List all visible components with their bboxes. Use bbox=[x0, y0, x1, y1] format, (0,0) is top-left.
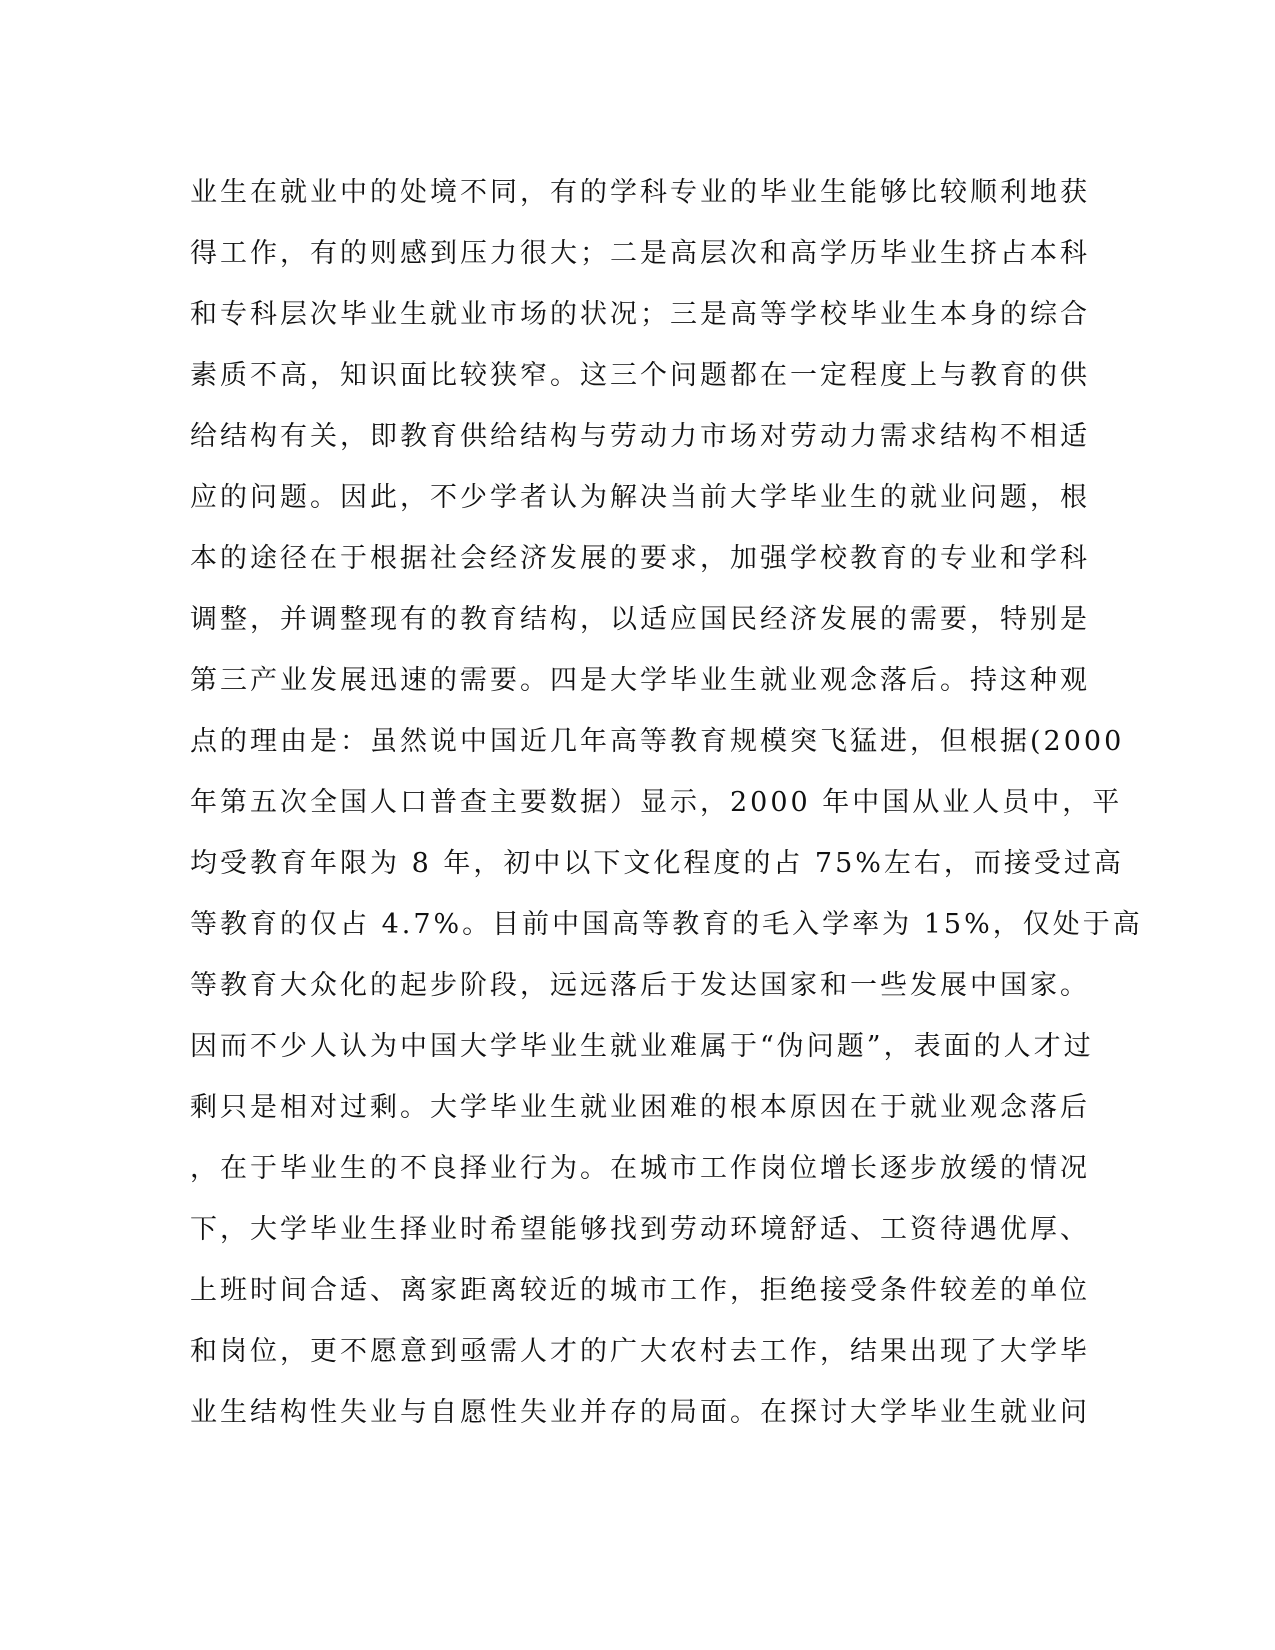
body-paragraph bbox=[190, 162, 1143, 1443]
text-line-8: 调整，并调整现有的教育结构，以适应国民经济发展的需要，特别是 bbox=[190, 604, 1090, 635]
text-line-17: ，在于毕业生的不良择业行为。在城市工作岗位增长逐步放缓的情况 bbox=[190, 1153, 1090, 1184]
text-line-18: 下，大学毕业生择业时希望能够找到劳动环境舒适、工资待遇优厚、 bbox=[190, 1214, 1090, 1245]
text-line-7: 本的途径在于根据社会经济发展的要求，加强学校教育的专业和学科 bbox=[190, 543, 1090, 574]
text-line-15: 因而不少人认为中国大学毕业生就业难属于“伪问题”，表面的人才过 bbox=[190, 1031, 1094, 1062]
text-line-16: 剩只是相对过剩。大学毕业生就业困难的根本原因在于就业观念落后 bbox=[190, 1092, 1090, 1123]
text-line-11: 年第五次全国人口普查主要数据）显示，2000 年中国从业人员中，平 bbox=[190, 787, 1123, 818]
text-line-14: 等教育大众化的起步阶段，远远落后于发达国家和一些发展中国家。 bbox=[190, 970, 1090, 1001]
text-line-10: 点的理由是：虽然说中国近几年高等教育规模突飞猛进，但根据(2000 bbox=[190, 726, 1125, 757]
text-line-19: 上班时间合适、离家距离较近的城市工作，拒绝接受条件较差的单位 bbox=[190, 1275, 1090, 1306]
text-line-1: 业生在就业中的处境不同，有的学科专业的毕业生能够比较顺利地获 bbox=[190, 177, 1090, 208]
text-line-20: 和岗位，更不愿意到亟需人才的广大农村去工作，结果出现了大学毕 bbox=[190, 1336, 1090, 1367]
text-line-3: 和专科层次毕业生就业市场的状况；三是高等学校毕业生本身的综合 bbox=[190, 299, 1090, 330]
text-line-12: 均受教育年限为 8 年，初中以下文化程度的占 75%左右，而接受过高 bbox=[190, 848, 1124, 879]
text-line-4: 素质不高，知识面比较狭窄。这三个问题都在一定程度上与教育的供 bbox=[190, 360, 1090, 391]
text-line-21: 业生结构性失业与自愿性失业并存的局面。在探讨大学毕业生就业问 bbox=[190, 1397, 1090, 1428]
text-line-2: 得工作，有的则感到压力很大；二是高层次和高学历毕业生挤占本科 bbox=[190, 238, 1090, 269]
text-line-13: 等教育的仅占 4.7%。目前中国高等教育的毛入学率为 15%，仅处于高 bbox=[190, 909, 1143, 940]
text-line-6: 应的问题。因此，不少学者认为解决当前大学毕业生的就业问题，根 bbox=[190, 482, 1090, 513]
text-line-5: 给结构有关，即教育供给结构与劳动力市场对劳动力需求结构不相适 bbox=[190, 421, 1090, 452]
text-line-9: 第三产业发展迅速的需要。四是大学毕业生就业观念落后。持这种观 bbox=[190, 665, 1090, 696]
